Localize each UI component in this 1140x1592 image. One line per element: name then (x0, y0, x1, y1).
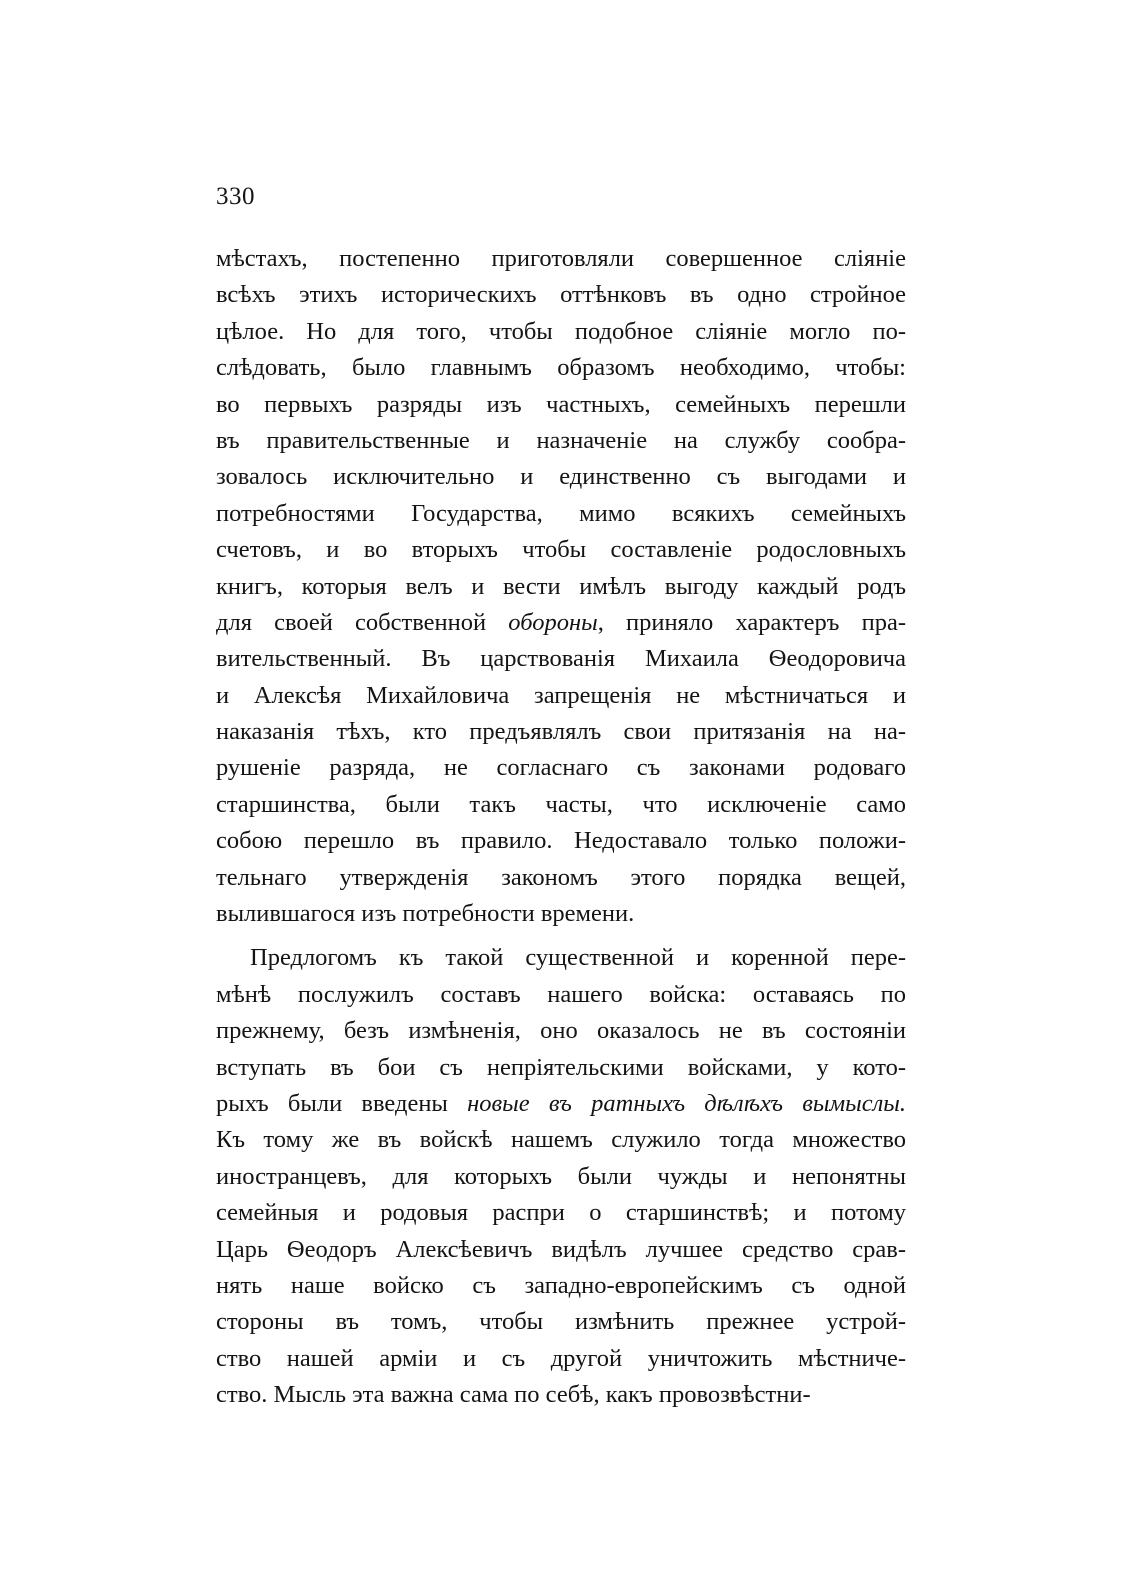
text-segment: Царь Ѳеодоръ Алексѣевичъ видѣлъ лучшее средство срав- (216, 1235, 906, 1263)
text-line (216, 1341, 906, 1377)
text-segment: слѣдовать, было главнымъ образомъ необходимо, чтобы: (216, 354, 906, 382)
italic-text: новые въ ратныхъ дѣлѣхъ вымыслы. (467, 1089, 906, 1117)
text-line (216, 641, 906, 677)
text-segment: для своей собственной (216, 608, 509, 636)
text-line (216, 1050, 906, 1086)
text-line (216, 569, 906, 605)
text-line (216, 277, 906, 313)
paragraph (216, 940, 906, 1413)
text-segment: и Алексѣя Михайловича запрещенія не мѣстничаться и (216, 681, 906, 709)
text-segment: мѣстахъ, постепенно приготовляли совершенное сліяніе (216, 245, 906, 272)
text-line (216, 496, 906, 532)
italic-text: обороны (508, 608, 598, 636)
text-line (216, 1232, 906, 1268)
text-segment: старшинства, были такъ часты, что исключеніе само (216, 790, 906, 818)
text-line (216, 977, 906, 1013)
text-segment: рыхъ были введены (216, 1089, 468, 1117)
text-line (216, 940, 906, 976)
text-segment: цѣлое. Но для того, чтобы подобное сліяніе могло по- (216, 317, 906, 345)
text-line (216, 678, 906, 714)
paragraph (216, 241, 906, 932)
text-line (216, 387, 906, 423)
text-segment: во первыхъ разряды изъ частныхъ, семейныхъ перешли (216, 390, 906, 418)
text-line (216, 787, 906, 823)
text-line (216, 714, 906, 750)
text-line (216, 532, 906, 568)
text-segment: мѣнѣ послужилъ составъ нашего войска: оставаясь по (216, 980, 906, 1008)
text-line (216, 1122, 906, 1158)
text-segment: вительственный. Въ царствованія Михаила Ѳеодоровича (216, 645, 906, 673)
text-line (216, 1268, 906, 1304)
text-line (216, 605, 906, 641)
text-segment: всѣхъ этихъ историческихъ оттѣнковъ въ одно стройное (216, 281, 906, 309)
text-line (216, 1159, 906, 1195)
text-line (216, 241, 906, 277)
text-segment: счетовъ, и во вторыхъ чтобы составленіе родословныхъ (216, 536, 906, 564)
text-segment: вступать въ бои съ непріятельскими войсками, у кото- (216, 1053, 906, 1081)
text-line (216, 1304, 906, 1340)
text-line (216, 823, 906, 859)
text-segment: наказанія тѣхъ, кто предъявлялъ свои притязанія на на- (216, 718, 906, 746)
text-segment: зовалось исключительно и единственно съ выгодами и (216, 463, 906, 491)
text-line (216, 860, 906, 896)
body-text (216, 241, 906, 1414)
text-line (216, 896, 906, 932)
page-number: 330 (216, 183, 255, 210)
text-segment: , приняло характеръ пра- (597, 608, 906, 636)
text-line (216, 1377, 906, 1413)
text-segment: прежнему, безъ измѣненія, оно оказалось не въ состояніи (216, 1017, 906, 1045)
text-segment: въ правительственные и назначеніе на службу сообра- (216, 426, 906, 454)
text-segment: иностранцевъ, для которыхъ были чужды и непонятны (216, 1162, 906, 1190)
text-line (216, 350, 906, 386)
text-line (216, 314, 906, 350)
text-segment: потребностями Государства, мимо всякихъ семейныхъ (216, 499, 906, 527)
text-line (216, 459, 906, 495)
text-line (216, 1086, 906, 1122)
text-segment: собою перешло въ правило. Недоставало только положи- (216, 827, 906, 855)
text-segment: стороны въ томъ, чтобы измѣнить прежнее устрой- (216, 1308, 906, 1336)
book-page (216, 175, 906, 1422)
text-segment: книгъ, которыя велъ и вести имѣлъ выгоду каждый родъ (216, 572, 906, 600)
text-line (216, 750, 906, 786)
text-segment: ство нашей арміи и съ другой уничтожить мѣстниче- (216, 1344, 906, 1372)
text-segment: тельнаго утвержденія закономъ этого порядка вещей, (216, 863, 906, 891)
text-segment: ство. Мысль эта важна сама по себѣ, какъ провозвѣстни- (216, 1381, 811, 1409)
text-segment: Къ тому же въ войскѣ нашемъ служило тогда множество (216, 1126, 906, 1154)
text-line (216, 1195, 906, 1231)
text-segment: вылившагося изъ потребности времени. (216, 900, 635, 928)
text-line (216, 423, 906, 459)
text-segment: нять наше войско съ западно-европейскимъ съ одной (216, 1271, 906, 1299)
text-segment: семейныя и родовыя распри о старшинствѣ; и потому (216, 1199, 906, 1227)
text-segment: рушеніе разряда, не согласнаго съ законами родоваго (216, 754, 906, 782)
text-line (216, 1013, 906, 1049)
text-segment: Предлогомъ къ такой существенной и коренной пере- (250, 944, 906, 972)
